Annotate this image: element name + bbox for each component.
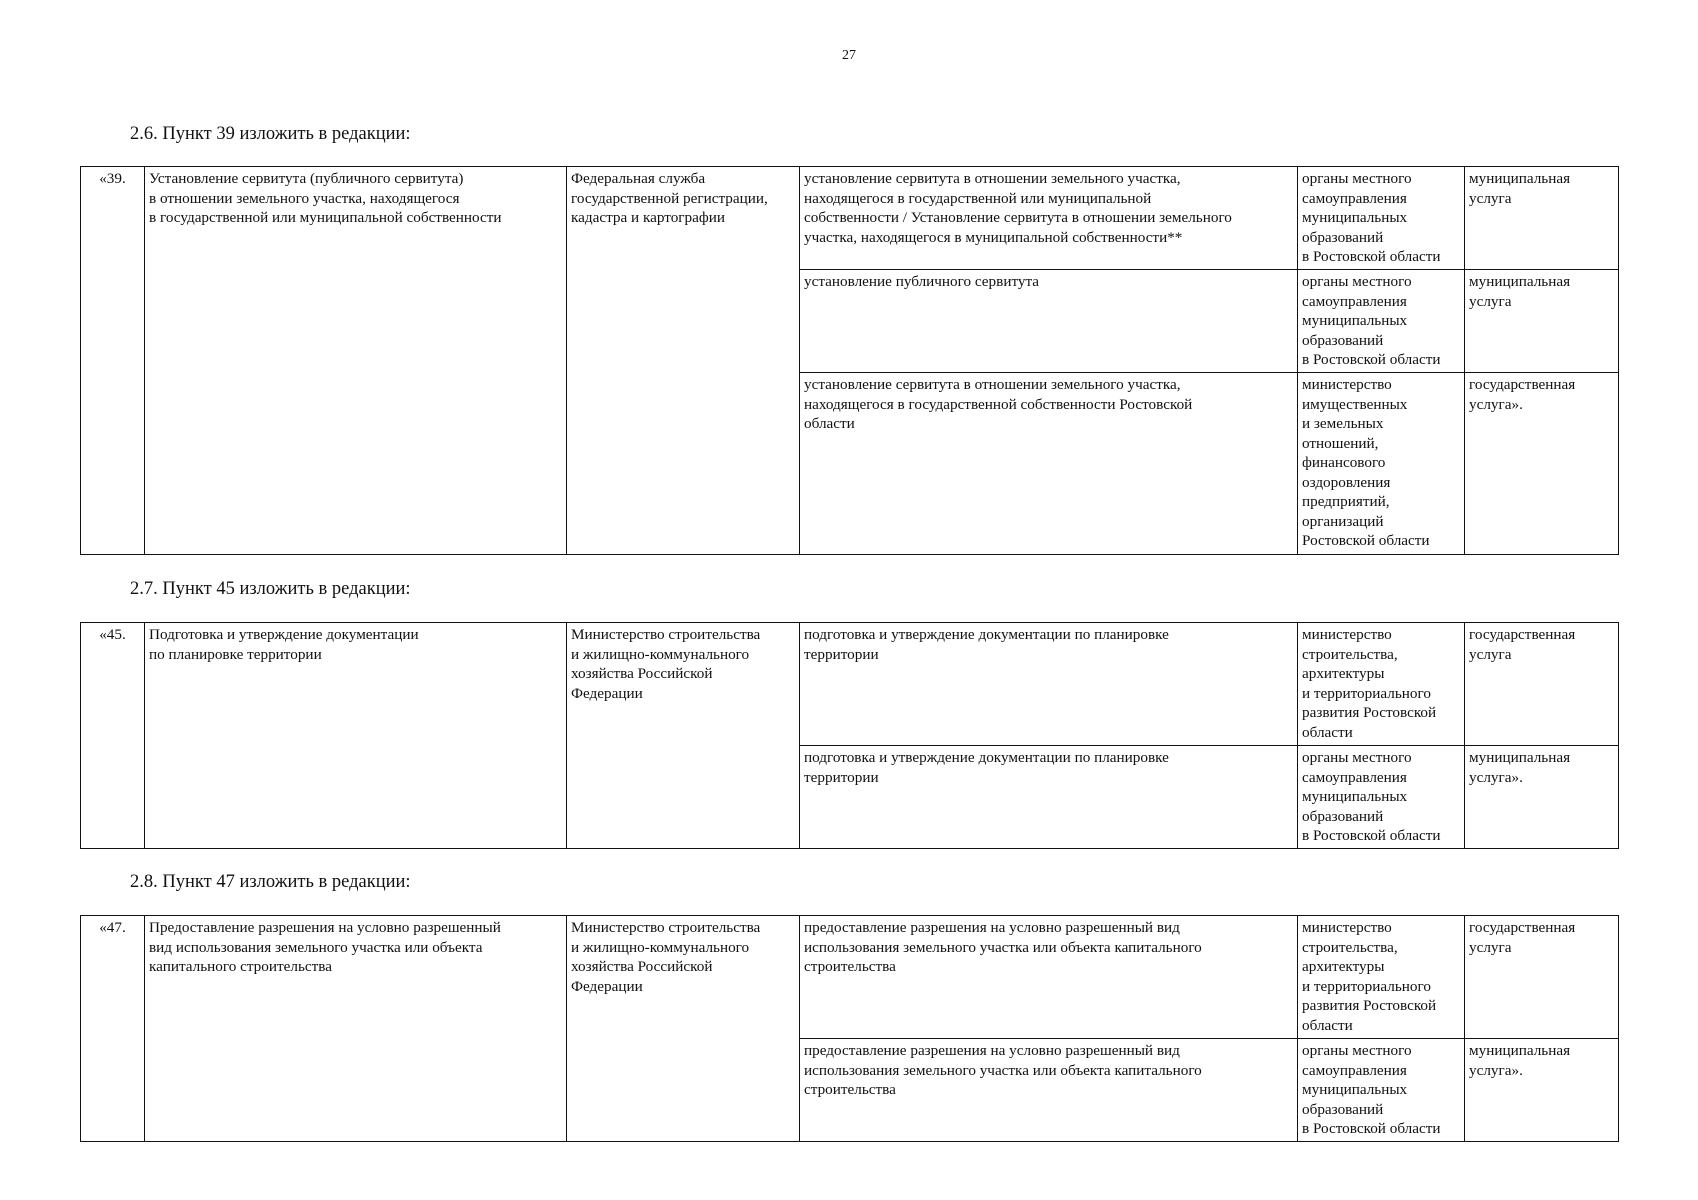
table-row <box>81 623 1619 746</box>
table-row <box>81 916 1619 1039</box>
service-type: государственная услуга <box>1465 916 1619 1039</box>
responsible-authority: органы местного самоуправления муниципальных образований в Ростовской области <box>1298 270 1465 373</box>
responsible-authority: министерство имущественных и земельных отношений, финансового оздоровления предприятий, организаций Ростовской области <box>1298 373 1465 555</box>
regional-service: установление публичного сервитута <box>800 270 1298 373</box>
responsible-authority: министерство строительства, архитектуры и территориального развития Ростовской области <box>1298 623 1465 746</box>
regional-service: подготовка и утверждение документации по планировке территории <box>800 623 1298 746</box>
service-type: муниципальная услуга <box>1465 270 1619 373</box>
item-number: «39. <box>81 167 145 555</box>
service-type: государственная услуга <box>1465 623 1619 746</box>
federal-body: Министерство строительства и жилищно-коммунального хозяйства Российской Федерации <box>567 623 800 849</box>
federal-body: Федеральная служба государственной регистрации, кадастра и картографии <box>567 167 800 555</box>
regional-service: подготовка и утверждение документации по планировке территории <box>800 746 1298 849</box>
responsible-authority: органы местного самоуправления муниципальных образований в Ростовской области <box>1298 1039 1465 1142</box>
service-type: муниципальная услуга». <box>1465 746 1619 849</box>
amendment-table-45 <box>80 622 1619 849</box>
item-number: «47. <box>81 916 145 1142</box>
section-heading-2-6: 2.6. Пункт 39 изложить в редакции: <box>130 124 411 144</box>
service-name: Предоставление разрешения на условно разрешенный вид использования земельного участка или объекта капитального строительства <box>145 916 567 1142</box>
responsible-authority: органы местного самоуправления муниципальных образований в Ростовской области <box>1298 167 1465 270</box>
regional-service: предоставление разрешения на условно разрешенный вид использования земельного участка или объекта капитального строительства <box>800 916 1298 1039</box>
service-type: муниципальная услуга <box>1465 167 1619 270</box>
table-row <box>81 167 1619 270</box>
regional-service: предоставление разрешения на условно разрешенный вид использования земельного участка или объекта капитального строительства <box>800 1039 1298 1142</box>
section-heading-2-8: 2.8. Пункт 47 изложить в редакции: <box>130 872 411 892</box>
service-name: Подготовка и утверждение документации по планировке территории <box>145 623 567 849</box>
regional-service: установление сервитута в отношении земельного участка, находящегося в государственной или муниципальной собственности / Установление сервитута в отношении земельного участка, находящегося в муниципальной собственности** <box>800 167 1298 270</box>
section-heading-2-7: 2.7. Пункт 45 изложить в редакции: <box>130 579 411 599</box>
service-type: государственная услуга». <box>1465 373 1619 555</box>
responsible-authority: органы местного самоуправления муниципальных образований в Ростовской области <box>1298 746 1465 849</box>
regional-service: установление сервитута в отношении земельного участка, находящегося в государственной собственности Ростовской области <box>800 373 1298 555</box>
federal-body: Министерство строительства и жилищно-коммунального хозяйства Российской Федерации <box>567 916 800 1142</box>
item-number: «45. <box>81 623 145 849</box>
service-type: муниципальная услуга». <box>1465 1039 1619 1142</box>
responsible-authority: министерство строительства, архитектуры и территориального развития Ростовской области <box>1298 916 1465 1039</box>
page-number: 27 <box>842 48 856 63</box>
service-name: Установление сервитута (публичного сервитута) в отношении земельного участка, находящегося в государственной или муниципальной собственности <box>145 167 567 555</box>
amendment-table-39 <box>80 166 1619 555</box>
amendment-table-47 <box>80 915 1619 1142</box>
